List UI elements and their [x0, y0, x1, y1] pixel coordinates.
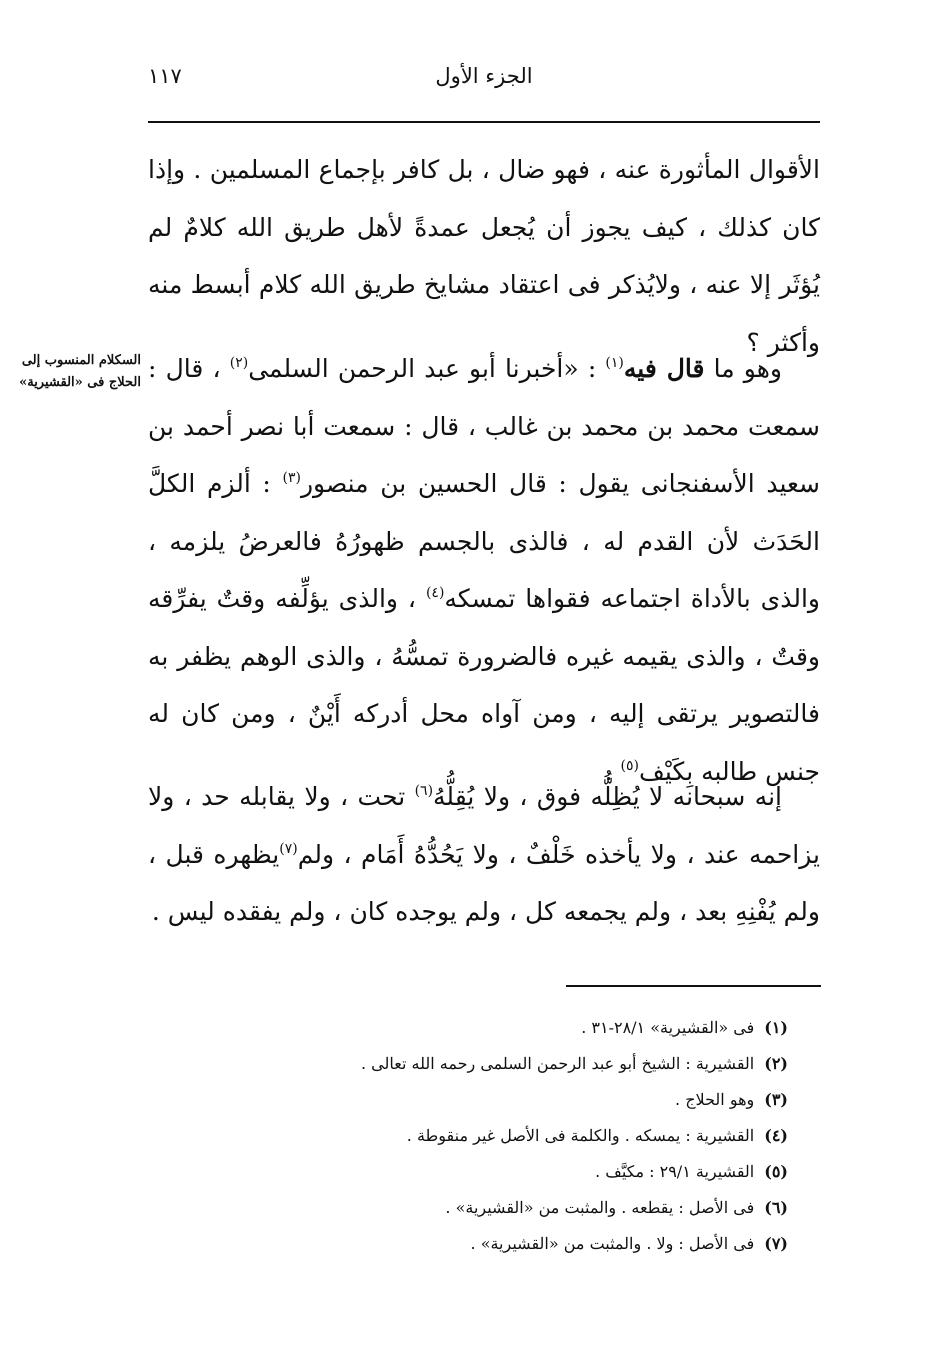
paragraph-2-text [148, 340, 820, 800]
footnote-ref-4[interactable]: (٤) [425, 585, 445, 601]
running-header [148, 58, 820, 98]
footnote-text: فى «القشيرية» ٢٨/١-٣١ . [581, 1018, 755, 1037]
footnote-text: وهو الحلاج . [675, 1090, 755, 1109]
p2-seg-e: ، والذى يؤلِّفه وقتٌ يفرِّقه وقتٌ ، والذى يقيمه غيره فالضرورة تمسُّهُ ، والذى الوهم يظفر به فالتصوير يرتقى إليه ، ومن آواه محل أدركه أَيْنٌ ، ومن كان له جنس طالبه بِكَيْف [148, 584, 820, 786]
footnote-number: (٤) [764, 1126, 788, 1145]
margin-note-line-2: الحلاج فى «القشيرية» [19, 375, 141, 390]
footnote-text: القشيرية : يمسكه . والكلمة فى الأصل غير منقوطة . [406, 1126, 755, 1145]
footnote-ref-6[interactable]: (٦) [414, 783, 434, 799]
margin-note-line-1: السكلام المنسوب إلى [21, 353, 141, 368]
footnote-ref-7[interactable]: (٧) [279, 840, 298, 857]
margin-note [6, 350, 141, 394]
footnote-text: القشيرية : الشيخ أبو عبد الرحمن السلمى رحمه الله تعالى . [361, 1054, 755, 1073]
footnote-text: القشيرية ٢٩/١ : مكيَّف . [595, 1162, 755, 1181]
footnote-number: (٧) [764, 1234, 788, 1253]
running-title: الجزء الأول [435, 64, 533, 88]
footnote-item [148, 1082, 788, 1118]
footnotes-list [148, 1010, 788, 1262]
footnote-ref-5[interactable]: (٥) [620, 757, 639, 774]
p3-seg-a: إنه سبحانه لا يُظِلُّه فوق ، ولا يُقِلُّهُ [433, 782, 782, 811]
footnote-item [148, 1118, 788, 1154]
p3-seg-b: تحت ، ولا يقابله حد ، ولا يزاحمه عند ، ولا يأخذه خَلْفٌ ، ولا يَحُدُّهُ أَمَام ، ولم [148, 782, 820, 869]
p2-bold-phrase: قال فيه [623, 354, 705, 383]
p2-seg-f: . [604, 756, 621, 786]
paragraph-1 [148, 141, 820, 371]
footnote-number: (٦) [764, 1198, 788, 1217]
footnote-ref-1[interactable]: (١) [605, 355, 624, 371]
header-rule [148, 121, 820, 123]
paragraph-1-text: الأقوال المأثورة عنه ، فهو ضال ، بل كافر بإجماع المسلمين . وإذا كان كذلك ، كيف يجوز أن يُجعل عمدةً لأهل طريق الله كلامٌ لم يُؤثَر إلا عنه ، ولايُذكر فى اعتقاد مشايخ طريق الله كلام أبسط منه وأكثر ؟ [148, 155, 820, 357]
footnote-item [148, 1154, 788, 1190]
p2-seg-b: : «أخبرنا أبو عبد الرحمن السلمى [248, 354, 606, 383]
page-number: ١١٧ [148, 64, 182, 88]
footnote-number: (٥) [764, 1162, 788, 1181]
footnote-number: (٢) [764, 1054, 788, 1073]
footnote-ref-2[interactable]: (٢) [229, 355, 249, 371]
footnote-ref-3[interactable]: (٣) [282, 470, 301, 486]
footnote-number: (٣) [764, 1090, 788, 1109]
footnote-text: فى الأصل : يقطعه . والمثبت من «القشيرية» . [445, 1198, 755, 1217]
paragraph-3-text [148, 768, 820, 941]
paragraph-2 [148, 340, 820, 800]
footnote-item [148, 1190, 788, 1226]
paragraph-3 [148, 768, 820, 941]
footnote-text: فى الأصل : ولا . والمثبت من «القشيرية» . [470, 1234, 755, 1253]
footnote-rule [566, 985, 821, 987]
p3-seg-c: يظهره قبل ، ولم يُفْنِهِ بعد ، ولم يجمعه كل ، ولم يوجده كان ، ولم يفقده ليس . [148, 839, 820, 926]
footnote-number: (١) [764, 1018, 788, 1037]
footnote-item [148, 1046, 788, 1082]
footnote-item [148, 1010, 788, 1046]
p2-seg-a: وهو ما [704, 354, 782, 383]
p2-seg-c: ، قال : سمعت محمد بن محمد بن غالب ، قال : سمعت أبا نصر أحمد بن سعيد الأسفنجانى يقول : قال الحسين بن منصور [148, 354, 820, 498]
p2-seg-d: : ألزم الكلَّ الحَدَث لأن القدم له ، فالذى بالجسم ظهورُهُ فالعرضُ يلزمه ، والذى بالأداة اجتماعه فقواها تمسكه [148, 469, 820, 613]
footnote-item [148, 1226, 788, 1262]
